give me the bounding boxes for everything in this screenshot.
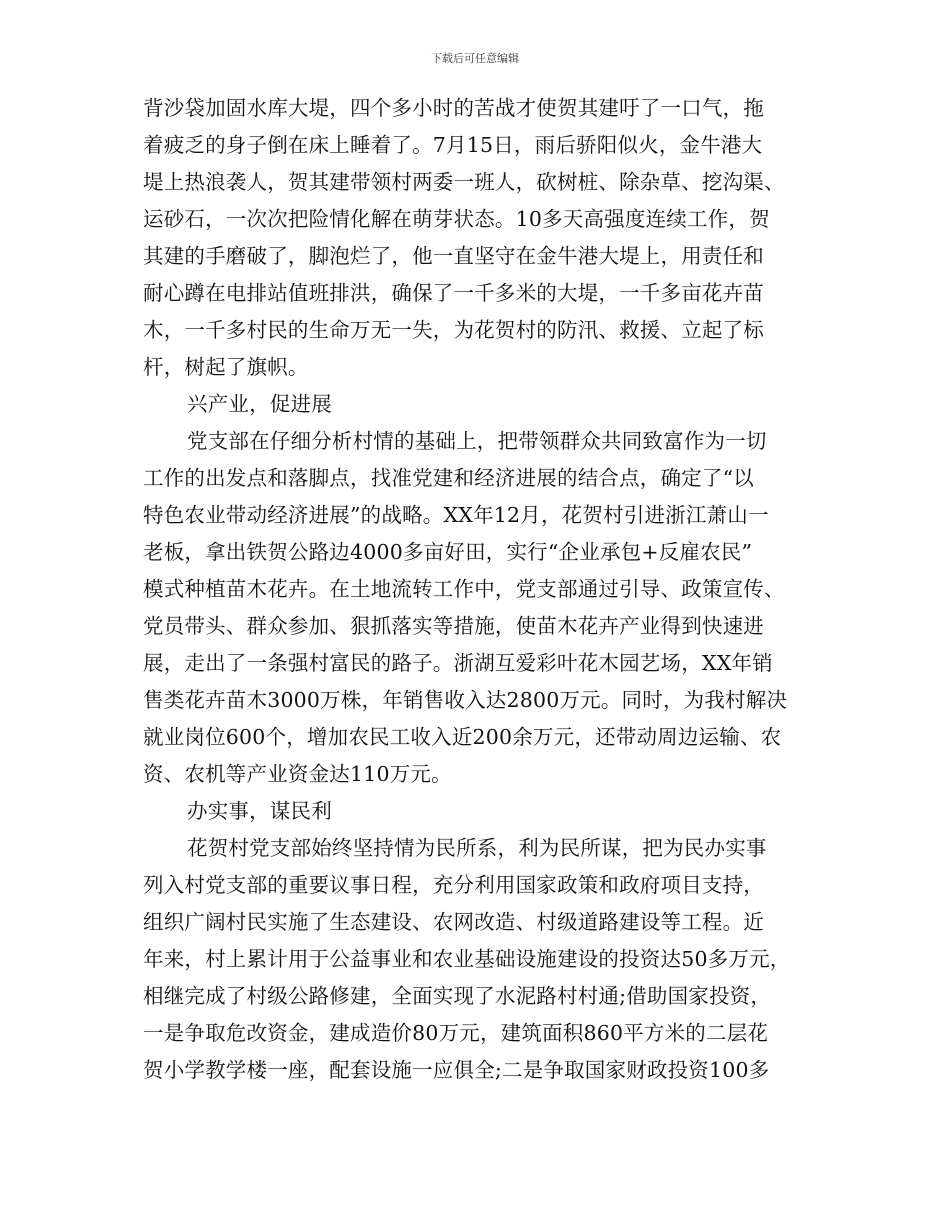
text-line: 模式种植苗木花卉。在土地流转工作中，党支部通过引导、政策宣传、 [143, 577, 785, 601]
paragraph-first-line: 花贺村党支部始终坚持情为民所系，利为民所谋，把为民办实事 [187, 836, 767, 860]
text-line: 运砂石，一次次把险情化解在萌芽状态。10多天高强度连续工作，贺 [143, 207, 770, 231]
text-line: 一是争取危改资金，建成造价80万元，建筑面积860平方米的二层花 [143, 1021, 769, 1045]
text-line: 列入村党支部的重要议事日程，充分利用国家政策和政府项目支持， [143, 873, 764, 897]
paragraph-first-line: 党支部在仔细分析村情的基础上，把带领群众共同致富作为一切 [187, 429, 767, 453]
text-line: 年来，村上累计用于公益事业和农业基础设施建设的投资达50多万元， [143, 947, 791, 971]
text-line: 杆，树起了旗帜。 [143, 355, 309, 379]
text-line: 耐心蹲在电排站值班排洪，确保了一千多米的大堤，一千多亩花卉苗 [143, 281, 764, 305]
document-body [143, 90, 823, 1089]
text-line: 老板，拿出铁贺公路边4000多亩好田，实行“企业承包+反雇农民” [143, 540, 753, 564]
section-heading-industry: 兴产业，促进展 [187, 392, 332, 416]
text-line: 展，走出了一条强村富民的路子。浙湖互爱彩叶花木园艺场，XX年销 [143, 651, 773, 675]
text-line: 相继完成了村级公路修建，全面实现了水泥路村村通;借助国家投资， [143, 984, 772, 1008]
text-line: 贺小学教学楼一座，配套设施一应俱全;二是争取国家财政投资100多 [143, 1058, 770, 1082]
text-line: 资、农机等产业资金达110万元。 [143, 762, 452, 786]
text-line: 工作的出发点和落脚点，找准党建和经济进展的结合点，确定了“以 [143, 466, 754, 490]
text-line: 特色农业带动经济进展”的战略。XX年12月，花贺村引进浙江萧山一 [143, 503, 769, 527]
text-line: 着疲乏的身子倒在床上睡着了。7月15日，雨后骄阳似火，金牛港大 [143, 133, 763, 157]
text-line: 其建的手磨破了，脚泡烂了，他一直坚守在金牛港大堤上，用责任和 [143, 244, 764, 268]
page-header: 下载后可任意编辑 [431, 52, 519, 65]
text-line: 党员带头、群众参加、狠抓落实等措施，使苗木花卉产业得到快速进 [143, 614, 764, 638]
text-line: 就业岗位600个，增加农民工收入近200余万元，还带动周边运输、农 [143, 725, 782, 749]
text-line: 背沙袋加固水库大堤，四个多小时的苦战才使贺其建吁了一口气，拖 [143, 96, 764, 120]
text-line: 组织广阔村民实施了生态建设、农网改造、村级道路建设等工程。近 [143, 910, 764, 934]
text-line: 堤上热浪袭人，贺其建带领村两委一班人，砍树桩、除杂草、挖沟渠、 [143, 170, 785, 194]
text-line: 售类花卉苗木3000万株，年销售收入达2800万元。同时，为我村解决 [143, 688, 788, 712]
text-line: 木，一千多村民的生命万无一失，为花贺村的防汛、救援、立起了标 [143, 318, 764, 342]
section-heading-practical-work: 办实事，谋民利 [187, 799, 332, 823]
